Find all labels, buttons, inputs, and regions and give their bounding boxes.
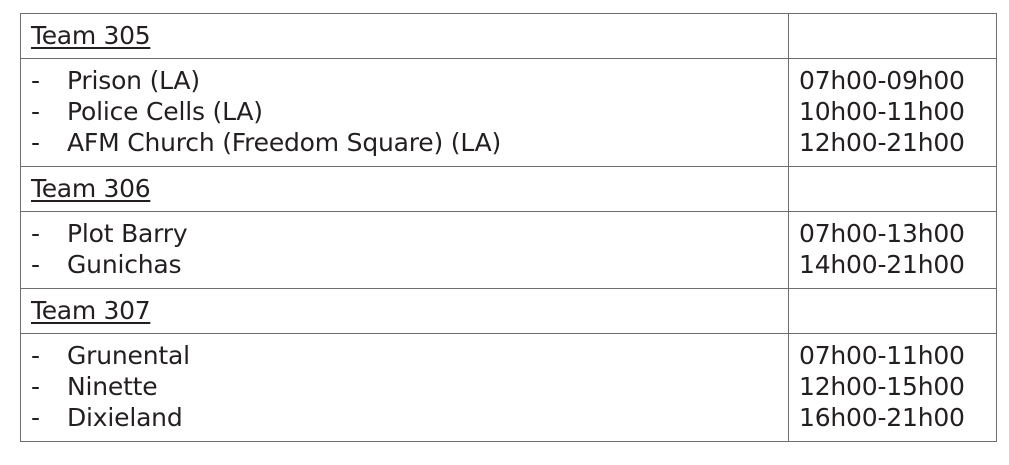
- location-item: [21, 371, 788, 402]
- location-name: AFM Church (Freedom Square) (LA): [67, 128, 502, 157]
- bullet-dash: -: [31, 403, 40, 432]
- bullet-dash: -: [31, 219, 40, 248]
- location-item: [21, 127, 788, 158]
- team-locations-row: [21, 334, 997, 442]
- location-name: Plot Barry: [67, 219, 188, 248]
- team-header-row: [21, 289, 997, 334]
- location-item: [21, 402, 788, 433]
- location-name: Dixieland: [67, 403, 183, 432]
- bullet-dash: -: [31, 341, 40, 370]
- empty-time-cell: [789, 289, 997, 334]
- location-name: Police Cells (LA): [67, 97, 263, 126]
- team-name-cell: [21, 167, 789, 212]
- locations-cell: [21, 59, 789, 167]
- time-slot: 07h00-11h00: [799, 341, 965, 370]
- location-name: Grunental: [67, 341, 190, 370]
- location-item: [21, 96, 788, 127]
- time-slot: 12h00-21h00: [799, 128, 965, 157]
- time-slot: 16h00-21h00: [799, 403, 965, 432]
- times-cell: [789, 59, 997, 167]
- bullet-dash: -: [31, 66, 40, 95]
- time-slot: 07h00-09h00: [799, 66, 965, 95]
- team-name-cell: [21, 14, 789, 59]
- time-slot: 14h00-21h00: [799, 250, 965, 279]
- team-locations-row: [21, 212, 997, 289]
- bullet-dash: -: [31, 128, 40, 157]
- schedule-table: [20, 13, 997, 442]
- time-slot: 07h00-13h00: [799, 219, 965, 248]
- times-cell: [789, 212, 997, 289]
- team-name: Team 307: [31, 296, 151, 325]
- bullet-dash: -: [31, 97, 40, 126]
- team-header-row: [21, 14, 997, 59]
- location-name: Gunichas: [67, 250, 182, 279]
- location-item: [21, 340, 788, 371]
- team-header-row: [21, 167, 997, 212]
- time-slot: 12h00-15h00: [799, 372, 965, 401]
- empty-time-cell: [789, 167, 997, 212]
- team-name-cell: [21, 289, 789, 334]
- bullet-dash: -: [31, 372, 40, 401]
- location-item: [21, 65, 788, 96]
- locations-cell: [21, 212, 789, 289]
- empty-time-cell: [789, 14, 997, 59]
- times-cell: [789, 334, 997, 442]
- time-slot: 10h00-11h00: [799, 97, 965, 126]
- bullet-dash: -: [31, 250, 40, 279]
- location-name: Ninette: [67, 372, 158, 401]
- team-locations-row: [21, 59, 997, 167]
- location-item: [21, 249, 788, 280]
- team-name: Team 305: [31, 21, 151, 50]
- location-name: Prison (LA): [67, 66, 200, 95]
- team-name: Team 306: [31, 174, 151, 203]
- location-item: [21, 218, 788, 249]
- locations-cell: [21, 334, 789, 442]
